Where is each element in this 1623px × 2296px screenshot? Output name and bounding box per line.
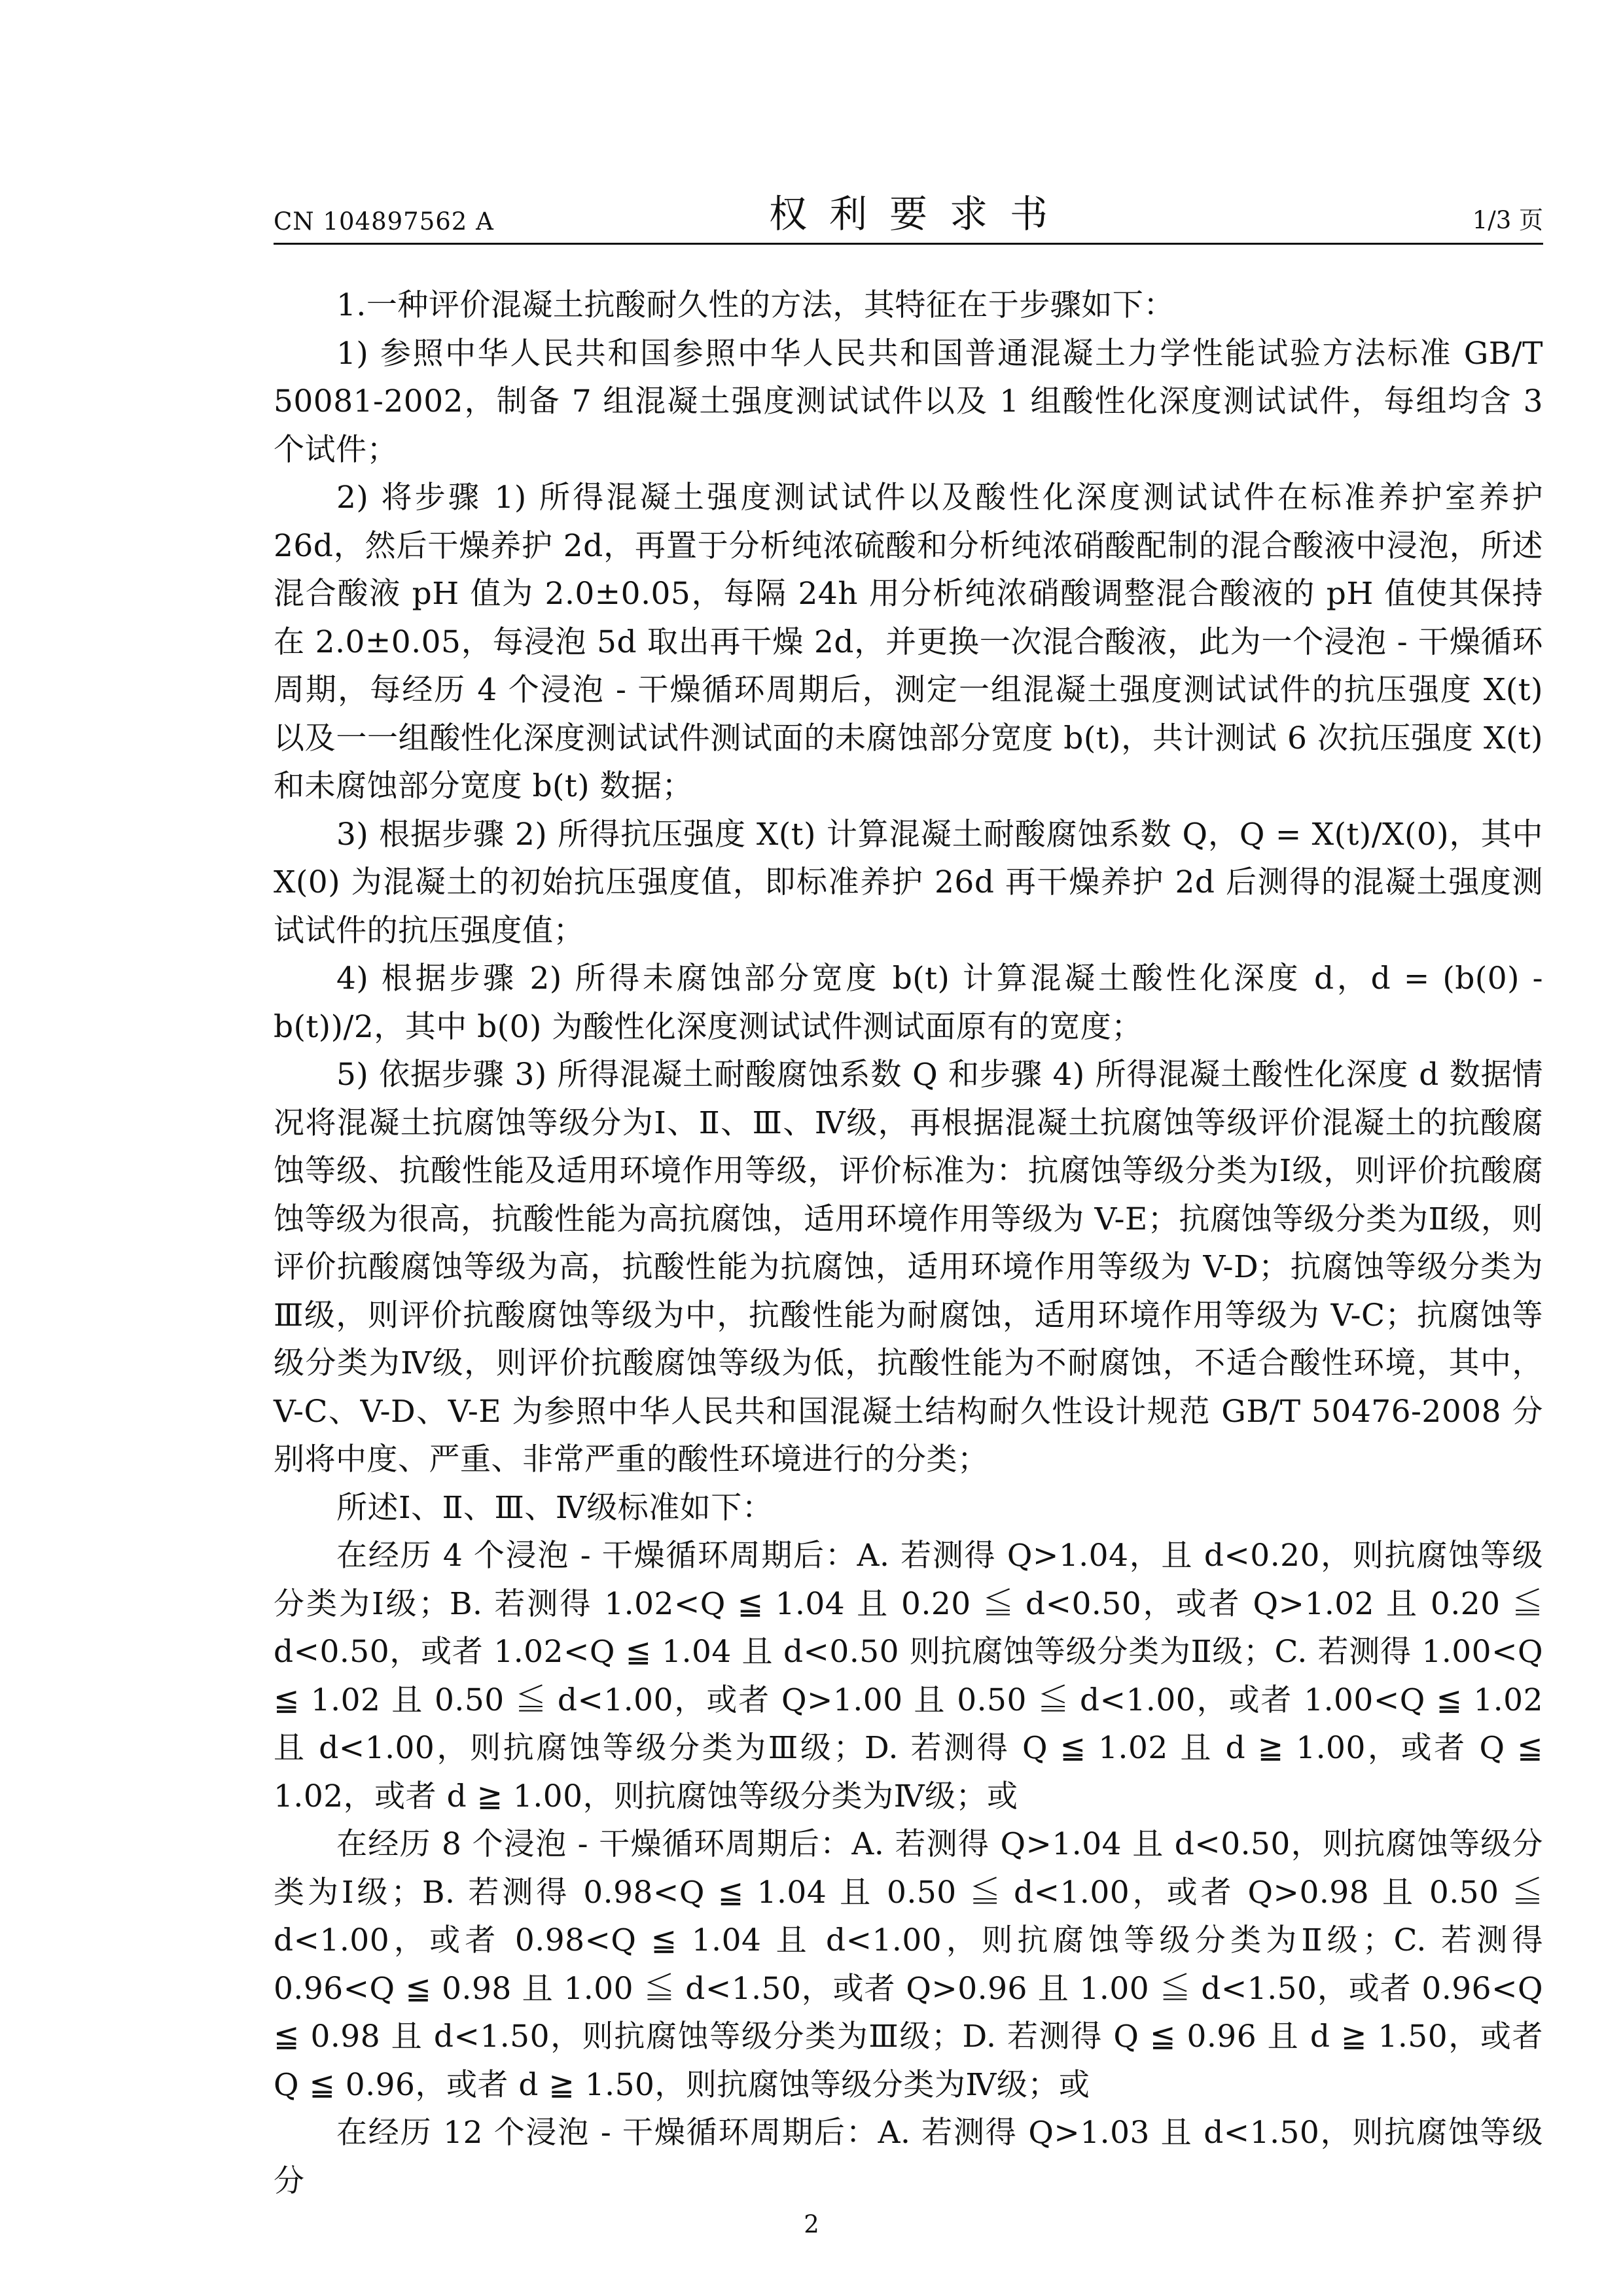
claim-paragraph: 4) 根据步骤 2) 所得未腐蚀部分宽度 b(t) 计算混凝土酸性化深度 d，d = (b(0) - b(t))/2，其中 b(0) 为酸性化深度测试试件测试面原有的宽度； [274, 961, 1543, 1045]
header-rule [274, 243, 1543, 245]
claim-paragraph: 3) 根据步骤 2) 所得抗压强度 X(t) 计算混凝土耐酸腐蚀系数 Q，Q = X(t)/X(0)，其中 X(0) 为混凝土的初始抗压强度值，即标准养护 26d 再干燥养护 2d 后测得的混凝土强度测试试件的抗压强度值； [274, 816, 1543, 949]
page-info: 1/3 页 [1472, 206, 1543, 234]
publication-number: CN 104897562 A [274, 207, 494, 236]
page-number: 2 [804, 2210, 819, 2238]
claim-paragraph: 5) 依据步骤 3) 所得混凝土耐酸腐蚀系数 Q 和步骤 4) 所得混凝土酸性化深度 d 数据情况将混凝土抗腐蚀等级分为Ⅰ、Ⅱ、Ⅲ、Ⅳ级，再根据混凝土抗腐蚀等级评价混凝土的抗酸腐蚀等级、抗酸性能及适用环境作用等级，评价标准为：抗腐蚀等级分类为Ⅰ级，则评价抗酸腐蚀等级为很高，抗酸性能为高抗腐蚀，适用环境作用等级为 V-E；抗腐蚀等级分类为Ⅱ级，则评价抗酸腐蚀等级为高，抗酸性能为抗腐蚀，适用环境作用等级为 V-D；抗腐蚀等级分类为Ⅲ级，则评价抗酸腐蚀等级为中，抗酸性能为耐腐蚀，适用环境作用等级为 V-C；抗腐蚀等级分类为Ⅳ级，则评价抗酸腐蚀等级为低，抗酸性能为不耐腐蚀，不适合酸性环境，其中，V-C、V-D、V-E 为参照中华人民共和国混凝土结构耐久性设计规范 GB/T 50476-2008 分别将中度、严重、非常严重的酸性环境进行的分类； [274, 1057, 1543, 1477]
document-title: 权利要求书 [768, 192, 1070, 236]
claim-paragraph: 2) 将步骤 1) 所得混凝土强度测试试件以及酸性化深度测试试件在标准养护室养护 26d，然后干燥养护 2d，再置于分析纯浓硫酸和分析纯浓硝酸配制的混合酸液中浸泡，所述混合酸液 pH 值为 2.0±0.05，每隔 24h 用分析纯浓硝酸调整混合酸液的 pH 值使其保持在 2.0±0.05，每浸泡 5d 取出再干燥 2d，并更换一次混合酸液，此为一个浸泡 - 干燥循环周期，每经历 4 个浸泡 - 干燥循环周期后，测定一组混凝土强度测试试件的抗压强度 X(t) 以及一一组酸性化深度测试试件测试面的未腐蚀部分宽度 b(t)，共计测试 6 次抗压强度 X(t) 和未腐蚀部分宽度 b(t) 数据； [274, 480, 1543, 804]
claim-paragraph: 1.一种评价混凝土抗酸耐久性的方法，其特征在于步骤如下： [336, 287, 1175, 323]
claim-paragraph: 在经历 4 个浸泡 - 干燥循环周期后：A. 若测得 Q>1.04，且 d<0.20，则抗腐蚀等级分类为Ⅰ级；B. 若测得 1.02<Q ≦ 1.04 且 0.20 ≦ d<0.50，或者 Q>1.02 且 0.20 ≦ d<0.50，或者 1.02<Q ≦ 1.04 且 d<0.50 则抗腐蚀等级分类为Ⅱ级；C. 若测得 1.00<Q ≦ 1.02 且 0.50 ≦ d<1.00，或者 Q>1.00 且 0.50 ≦ d<1.00，或者 1.00<Q ≦ 1.02 且 d<1.00，则抗腐蚀等级分类为Ⅲ级；D. 若测得 Q ≦ 1.02 且 d ≧ 1.00，或者 Q ≦ 1.02，或者 d ≧ 1.00，则抗腐蚀等级分类为Ⅳ级；或 [274, 1538, 1543, 1814]
claims-body [274, 281, 1543, 2205]
claim-paragraph: 在经历 8 个浸泡 - 干燥循环周期后：A. 若测得 Q>1.04 且 d<0.50，则抗腐蚀等级分类为Ⅰ级；B. 若测得 0.98<Q ≦ 1.04 且 0.50 ≦ d<1.00，或者 Q>0.98 且 0.50 ≦ d<1.00，或者 0.98<Q ≦ 1.04 且 d<1.00，则抗腐蚀等级分类为Ⅱ级；C. 若测得 0.96<Q ≦ 0.98 且 1.00 ≦ d<1.50，或者 Q>0.96 且 1.00 ≦ d<1.50，或者 0.96<Q ≦ 0.98 且 d<1.50，则抗腐蚀等级分类为Ⅲ级；D. 若测得 Q ≦ 0.96 且 d ≧ 1.50，或者 Q ≦ 0.96，或者 d ≧ 1.50，则抗腐蚀等级分类为Ⅳ级；或 [274, 1826, 1543, 2103]
page-header [274, 185, 1543, 245]
claim-paragraph: 在经历 12 个浸泡 - 干燥循环周期后：A. 若测得 Q>1.03 且 d<1.50，则抗腐蚀等级分 [274, 2115, 1543, 2199]
claim-paragraph: 1) 参照中华人民共和国参照中华人民共和国普通混凝土力学性能试验方法标准 GB/T 50081-2002，制备 7 组混凝土强度测试试件以及 1 组酸性化深度测试试件，每组均含 3 个试件； [274, 335, 1543, 468]
claim-paragraph: 所述Ⅰ、Ⅱ、Ⅲ、Ⅳ级标准如下： [336, 1489, 774, 1526]
